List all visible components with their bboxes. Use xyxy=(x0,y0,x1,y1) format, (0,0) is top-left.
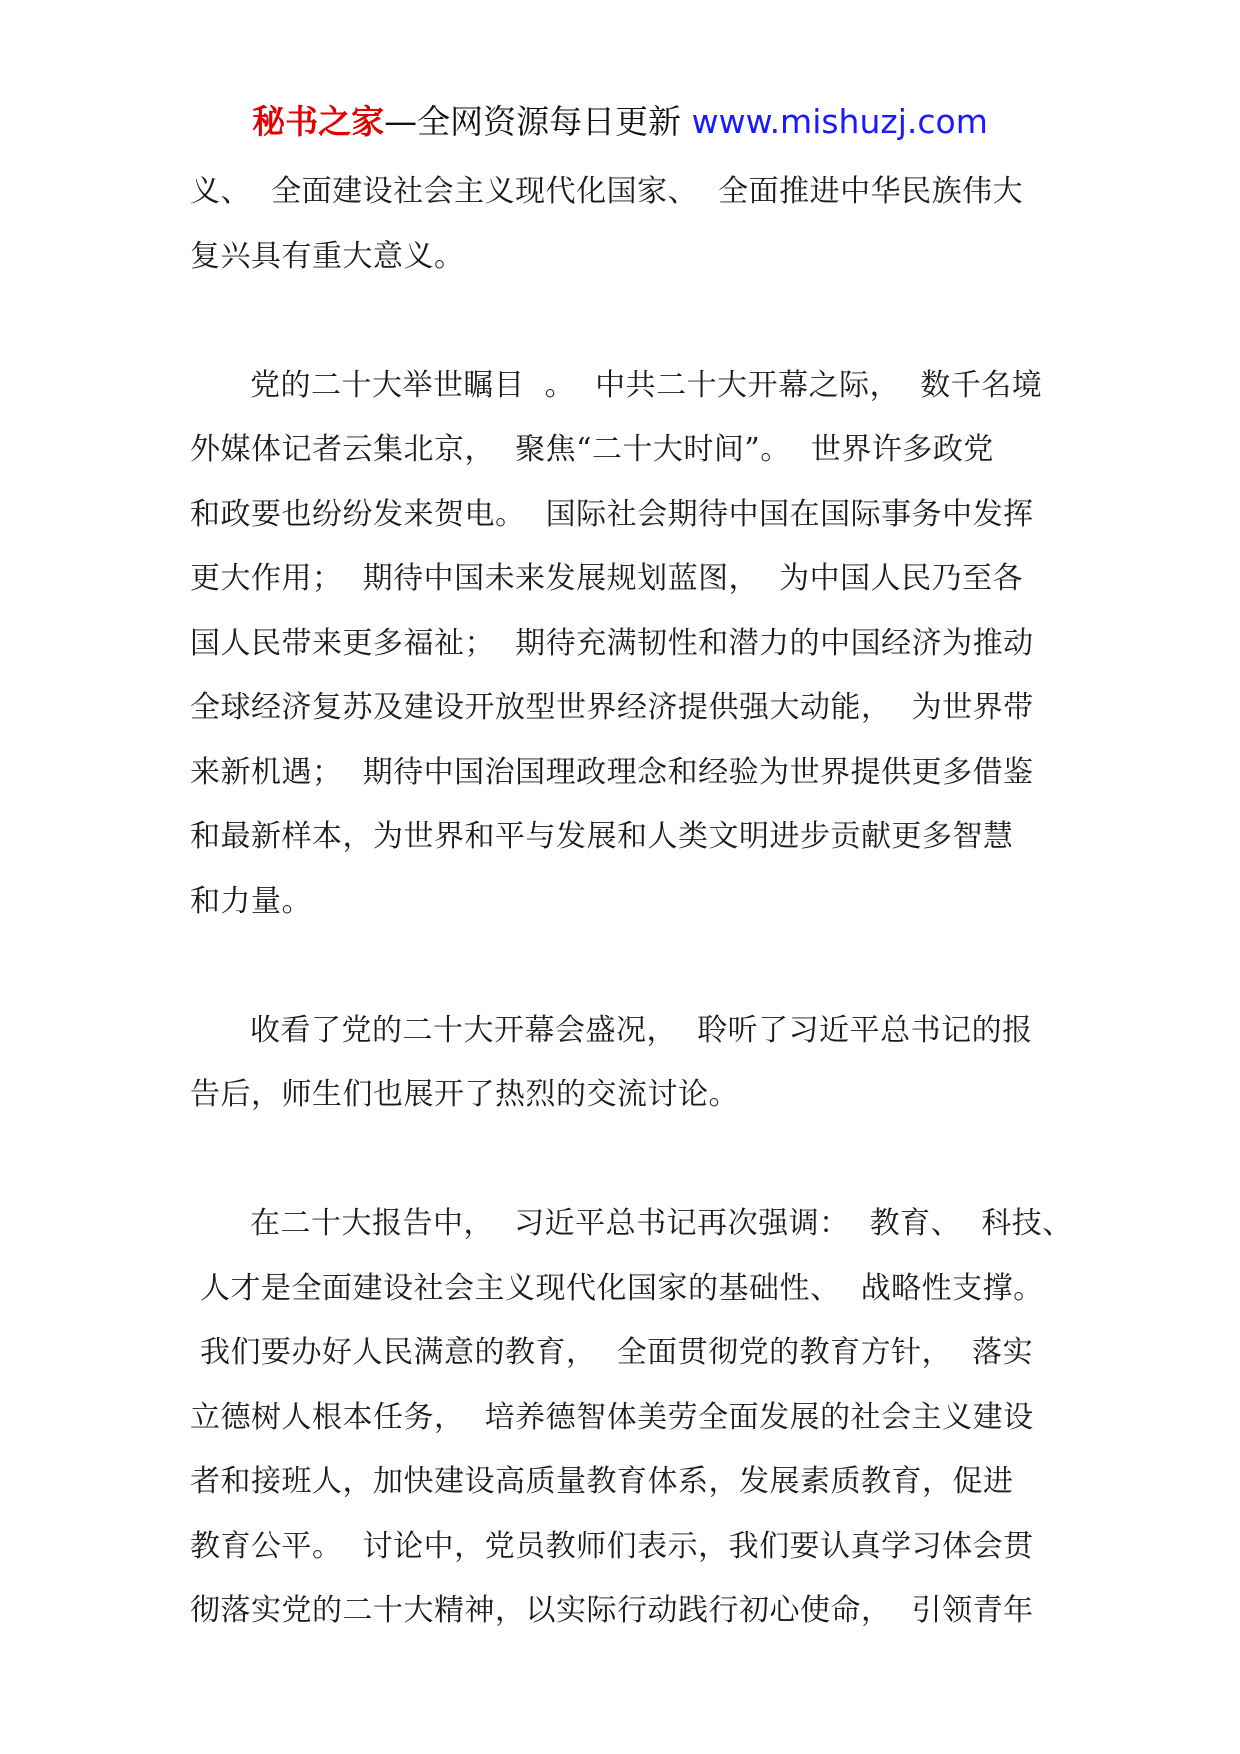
text-line: 更大作用； 期待中国未来发展规划蓝图， 为中国人民乃至各 xyxy=(190,561,1024,596)
brand-name: 秘书之家 xyxy=(252,102,385,141)
text-line: 在二十大报告中， 习近平总书记再次强调： 教育、 科技、 xyxy=(250,1206,1073,1241)
paragraph-gap xyxy=(190,289,1050,354)
text-line: 和力量。 xyxy=(190,883,312,919)
paragraph-gap xyxy=(190,934,1050,999)
text-line: 和政要也纷纷发来贺电。 国际社会期待中国在国际事务中发挥 xyxy=(190,496,1034,532)
paragraph-2 xyxy=(190,354,1050,935)
text-line: 告后，师生们也展开了热烈的交流讨论。 xyxy=(190,1077,739,1112)
text-line: 我们要办好人民满意的教育， 全面贯彻党的教育方针， 落实 xyxy=(190,1335,1034,1370)
paragraph-4 xyxy=(190,1192,1073,1644)
text-line: 全球经济复苏及建设开放型世界经济提供强大动能， 为世界带 xyxy=(190,690,1034,725)
page-header xyxy=(0,98,1240,146)
text-line: 教育公平。 讨论中，党员教师们表示，我们要认真学习体会贯 xyxy=(190,1528,1034,1564)
text-line: 义、 全面建设社会主义现代化国家、 全面推进中华民族伟大 xyxy=(190,174,1024,209)
paragraph-1 xyxy=(190,160,1050,289)
text-line: 党的二十大举世瞩目 。 中共二十大开幕之际， 数千名境 xyxy=(250,367,1043,403)
text-line: 彻落实党的二十大精神，以实际行动践行初心使命， 引领青年 xyxy=(190,1593,1034,1628)
text-line: 复兴具有重大意义。 xyxy=(190,238,465,274)
text-line: 外媒体记者云集北京， 聚焦“二十大时间”。 世界许多政党 xyxy=(190,432,994,467)
text-line: 收看了党的二十大开幕会盛况， 聆听了习近平总书记的报 xyxy=(250,1012,1033,1048)
text-line: 国人民带来更多福祉； 期待充满韧性和潜力的中国经济为推动 xyxy=(190,625,1034,661)
site-url-link[interactable]: www.mishuzj.com xyxy=(691,102,988,141)
text-line: 立德树人根本任务， 培养德智体美劳全面发展的社会主义建设 xyxy=(190,1399,1034,1435)
document-body xyxy=(190,160,1073,1644)
paragraph-3 xyxy=(190,999,1050,1128)
header-tagline: —全网资源每日更新 xyxy=(384,102,682,141)
text-line: 者和接班人，加快建设高质量教育体系，发展素质教育，促进 xyxy=(190,1464,1014,1499)
text-line: 人才是全面建设社会主义现代化国家的基础性、 战略性支撑。 xyxy=(190,1270,1044,1306)
paragraph-gap xyxy=(190,1128,1050,1193)
text-line: 和最新样本，为世界和平与发展和人类文明进步贡献更多智慧 xyxy=(190,819,1014,854)
text-line: 来新机遇； 期待中国治国理政理念和经验为世界提供更多借鉴 xyxy=(190,754,1034,790)
